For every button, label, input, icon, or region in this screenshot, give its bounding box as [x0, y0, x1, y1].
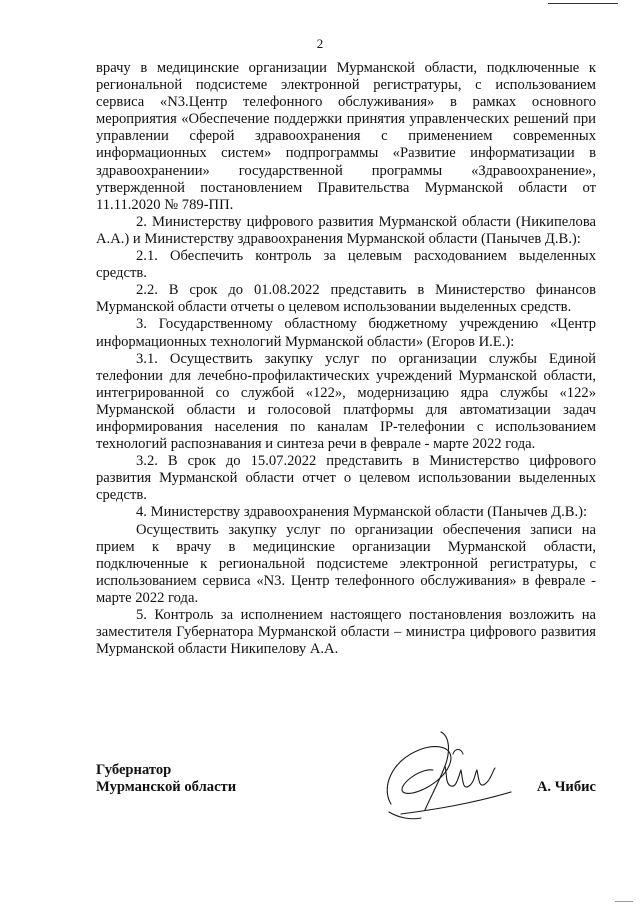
paragraph-item-2-1: 2.1. Обеспечить контроль за целевым расходованием выделенных средств.: [96, 248, 596, 282]
document-body: [96, 60, 596, 658]
signatory-title-line1: Губернатор: [96, 762, 172, 778]
paragraph-item-2-2: 2.2. В срок до 01.08.2022 представить в Министерство финансов Мурманской области отчеты о целевом использовании выделенных средств.: [96, 282, 596, 316]
paragraph-item-4-text: Осуществить закупку услуг по организации обеспечения записи на прием к врачу в медицинские организации Мурманской области, подключенные к региональной подсистеме электронной регистратуры, с использованием сервиса «N3. Центр телефонного обслуживания» в феврале - марте 2022 года.: [96, 521, 596, 606]
paragraph-item-3: 3. Государственному областному бюджетному учреждению «Центр информационных технологий Мурманской области» (Егоров И.Е.):: [96, 316, 596, 350]
signatory-name: А. Чибис: [536, 779, 596, 795]
paragraph-item-5: 5. Контроль за исполнением настоящего постановления возложить на заместителя Губернатора Мурманской области – министра цифрового развития Мурманской области Никипелову А.А.: [96, 607, 596, 658]
page-number: 2: [316, 36, 324, 51]
signature-block: [96, 748, 596, 858]
handwritten-signature: [371, 726, 521, 836]
paragraph-item-2: 2. Министерству цифрового развития Мурманской области (Никипелова А.А.) и Министерству здравоохранения Мурманской области (Панычев Д.В.):: [96, 213, 596, 247]
paragraph-item-3-1: 3.1. Осуществить закупку услуг по организации службы Единой телефонии для лечебно-профилактических учреждений Мурманской области, интегрированной со службой «122», модернизацию ядра службы «122» Мурманской области и голосовой платформы для автоматизации задач информирования населения по каналам IP-телефонии с использованием технологий распознавания и синтеза речи в феврале - марте 2022 года.: [96, 350, 596, 453]
bottom-mark: [615, 901, 633, 902]
signatory-title: [96, 762, 236, 796]
signatory-title-line2: Мурманской области: [96, 779, 237, 795]
paragraph-item-3-2: 3.2. В срок до 15.07.2022 представить в Министерство цифрового развития Мурманской области отчет о целевом использовании выделенных средств.: [96, 453, 596, 504]
paragraph-continuation: врачу в медицинские организации Мурманской области, подключенные к региональной подсистеме электронной регистратуры, с использованием сервиса «N3.Центр телефонного обслуживания» в рамках основного мероприятия «Обеспечение поддержки принятия управленческих решений при управлении сферой здравоохранения с применением современных информационных систем» подпрограммы «Развитие информатизации в здравоохранении» государственной программы «Здравоохранение», утвержденной постановлением Правительства Мурманской области от 11.11.2020 № 789-ПП.: [96, 60, 596, 213]
paragraph-item-4: 4. Министерству здравоохранения Мурманской области (Панычев Д.В.):: [136, 504, 588, 521]
top-rule: [548, 3, 618, 4]
